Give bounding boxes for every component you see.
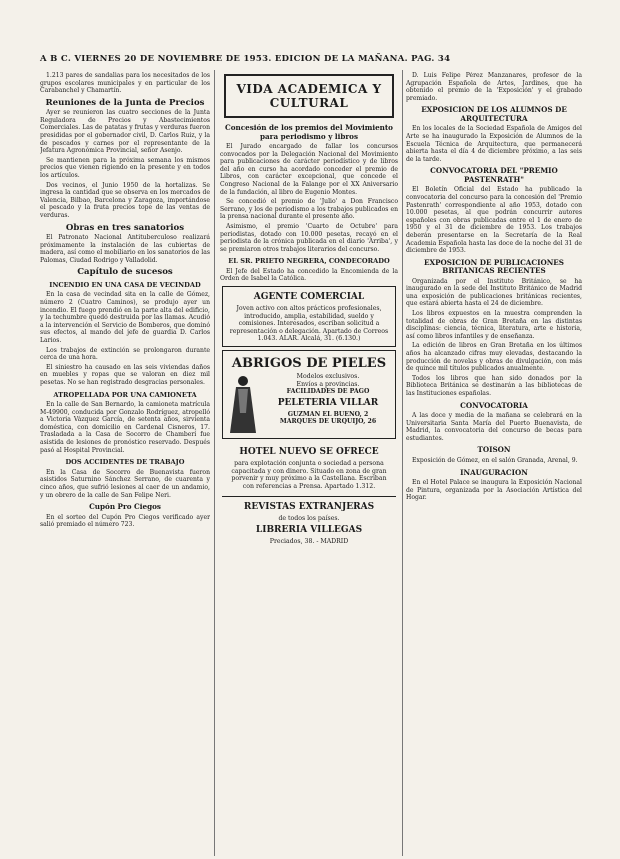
headline-incendio: INCENDIO EN UNA CASA DE VECINDAD [49,280,201,289]
headline-cupon: Cupón Pro Ciegos [89,502,161,512]
ad-title: HOTEL NUEVO SE OFRECE [239,446,379,457]
ad-revistas [222,496,396,548]
article-paragraph: El Patronato Nacional Antituberculoso realizará próximamente la instalación de las cubiertas de madera, así como el mobiliario en los sanatorios de las Palomas, Ciudad Rodrigo y Valladolid. [40,234,210,264]
page-header: A B C. VIERNES 20 DE NOVIEMBRE DE 1953. EDICION DE LA MAÑANA. PAG. 34 [40,54,451,64]
headline-prieto: EL SR. PRIETO NEGRERA, CONDECORADO [228,257,390,266]
ad-agente-comercial [222,286,396,347]
headline-exposicion-arquitectura: EXPOSICION DE LOS ALUMNOS DE ARQUITECTURA [421,105,567,123]
column-divider [402,70,403,856]
article-paragraph: El Jefe del Estado ha concedido la Encomienda de la Orden de Isabel la Católica. [220,267,398,283]
ad-abrigos-pieles [222,350,396,439]
article-paragraph: Dos vecinos, el Junio 1950 de la hortalizas. Se ingresa la cantidad que se observa en los mercados de Valencia, Bilbao, Barcelona y Zaragoza, importándose el pescado y la fruta precios tope de las ventas de verduras. [40,181,210,219]
ad-hotel [222,442,396,493]
headline-inauguracion: INAUGURACION [460,467,528,477]
article-paragraph: Exposición de Gómez, en el salón Granada, Arenal, 9. [412,456,578,464]
column-center [220,72,398,856]
article-paragraph: A las doce y media de la mañana se celebrará en la Universitaria Santa María del Puerto Buenavista, de Madrid, la convocatoria del concurso de becas para estudiantes. [406,412,582,442]
ad-body: para explotación conjunta o sociedad a persona capacitada y con dinero. Situado en zona de gran porvenir y muy próximo a la Castellana. Escriban con referencias a Prensa. Apartado 1.312. [231,459,387,490]
column-right [406,72,582,856]
article-paragraph: En el Hotel Palace se inaugura la Exposición Nacional de Pintura, organizada por la Asociación Artística del Hogar. [406,479,582,502]
headline-publicaciones-britanicas: EXPOSICION DE PUBLICACIONES BRITANICAS RECIENTES [424,257,564,276]
article-paragraph: El Jurado encargado de fallar los concursos convocados por la Delegación Nacional del Movimiento para publicaciones de carácter periodístico y de libros del año en curso ha acordado conceder el premio de Libros, con carácter excepcional, que concede el Congreso Nacional de la Falange por el XX Aniversario de la fundación, al libro de Eugenio Montes. [220,143,398,196]
article-paragraph: El siniestro ha causado en las seis viviendas daños en muebles y ropas que se valoran en diez mil pesetas. No se han registrado desgracias personales. [40,363,210,386]
ad-address: Preciados, 38. - MADRID [269,537,349,545]
headline-premio-pastenrath: CONVOCATORIA DEL "PREMIO PASTENRATH" [430,166,558,184]
headline-accidentes: DOS ACCIDENTES DE TRABAJO [65,458,185,467]
headline-toison: TOISON [477,445,511,455]
article-paragraph: En el sorteo del Cupón Pro Ciegos verificado ayer salió premiado el número 723. [40,513,210,529]
section-banner: VIDA ACADEMICA Y CULTURAL [224,74,394,118]
article-paragraph: Se concedió el premio de 'Julio' a Don Francisco Serrano, y los de periodismo a los trabajos publicados en la prensa nacional durante el presente año. [220,198,398,221]
ad-store-name: LIBRERIA VILLEGAS [255,524,363,535]
ad-subtitle: de todos los países. [278,515,340,523]
article-paragraph: En la casa de vecindad sita en la calle de Gómez, número 2 (Cuatro Caminos), se produjo ayer un incendio. El fuego prendió en la parte alta del edificio, y la techumbre quedó destruida por las llamas. Acudió a la intervención el Servicio de Bomberos, que dominó sus efectos, al mando del jefe de guardia D. Carlos Larios. [40,291,210,345]
article-paragraph: El Boletín Oficial del Estado ha publicado la convocatoria del concurso para la concesión del 'Premio Pastenrath' correspondiente al año 1953, dotado con 10.000 pesetas, al que podrán concurrir autores españoles con obras publicadas entre el 1 de enero de 1950 y el 31 de diciembre de 1953. Los trabajos deberán presentarse en la Secretaría de la Real Academia Española hasta las doce de la noche del 31 de diciembre de 1953. [406,186,582,255]
column-left [40,72,210,856]
article-paragraph: En los locales de la Sociedad Española de Amigos del Arte se ha inaugurado la Exposición de Alumnos de la Escuela Técnica de Arquitectura, que permanecerá abierta hasta el día 4 de diciembre próximo, a las seis de la tarde. [406,125,582,163]
ad-title: ABRIGOS DE PIELES [231,355,387,371]
article-paragraph: Asimismo, el premio 'Cuarto de Octubre' para periodistas, dotado con 10.000 pesetas, recayó en el periodista de la crónica publicada en el diario 'Arriba', y se premiaron otros trabajos literarios del concurso. [220,222,398,253]
article-paragraph: Todos los libros que han sido donados por la Biblioteca Británica se destinarán a las bibliotecas de las Instituciones españolas. [406,374,582,397]
headline-premios: Concesión de los premios del Movimiento para periodismo y libros [225,123,393,141]
ad-title: AGENTE COMERCIAL [253,292,365,302]
article-paragraph: La edición de libros en Gran Bretaña en los últimos años ha alcanzado cifras muy elevadas, destacando la producción de novelas y obras de divulgación, con más de quince mil títulos publicados anualmente. [406,342,582,373]
intro-paragraph: D. Luis Felipe Pérez Manzanares, profesor de la Agrupación Española de Artes, Jardines, que ha obtenido el premio de la 'Exposición' y el grabado premiado. [406,72,582,102]
article-paragraph: Ayer se reunieron las cuatro secciones de la Junta Reguladora de Precios y Abastecimientos Comerciales. Las de patatas y frutas y verduras fueron presididas por el gobernador civil, D. Carlos Ruiz, y la de pescados y carnes por el representante de la Jefatura Agronómica Provincial, señor Asenjo. [40,109,210,155]
column-divider [214,70,215,856]
article-paragraph: Los trabajos de extinción se prolongaron durante cerca de una hora. [40,346,210,362]
ad-address: GUZMAN EL BUENO, 2 [287,410,369,418]
ad-title: REVISTAS EXTRANJERAS [243,502,375,513]
headline-convocatoria: CONVOCATORIA [460,400,528,410]
headline-atropellada: ATROPELLADA POR UNA CAMIONETA [53,390,197,399]
article-paragraph: En la calle de San Bernardo, la camioneta matrícula M-49900, conducida por Gonzalo Rodríguez, atropelló a Victoria Vázquez García, de setenta años, sirvienta doméstica, con domicilio en Cardenal Cisneros, 17. Trasladada a la Casa de Socorro de Chamberí fue asistida de lesiones de pronóstico reservado. Después pasó al Hospital Provincial. [40,401,210,454]
headline-junta-precios: Reuniones de la Junta de Precios [45,97,205,108]
article-paragraph: Se mantienen para la próxima semana los mismos precios que vienen rigiendo en la presente y en todos los artículos. [40,156,210,180]
article-paragraph: Organizada por el Instituto Británico, se ha inaugurado en la sede del Instituto Británico de Madrid una exposición de publicaciones británicas recientes, que estará abierta hasta el 24 de diciembre. [406,277,582,308]
ad-line: FACILIDADES DE PAGO [286,388,370,396]
ad-address: MARQUES DE URQUIJO, 26 [279,418,377,426]
article-paragraph: Los libros expuestos en la muestra comprenden la totalidad de obras de Gran Bretaña en las distintas disciplinas: ciencia, técnica, literatura, arte e historia, así como libros infantiles y de enseñanza. [406,310,582,340]
ad-store-name: PELETERIA VILLAR [277,397,379,408]
ad-body: Joven activo con altos prácticos profesionales, introducido, amplia, estabilidad, sueldo y comisiones. Interesados, escriban solicitud a representación o delegación. Apartado de Correos 1.043. ALAR. Alcalá, 31. (6.130.) [229,305,389,343]
woman-in-fur-coat-illustration [226,373,260,435]
ad-line: Modelos exclusivos. [296,372,360,380]
headline-sucesos: Capítulo de sucesos [77,267,173,278]
ad-line: Envíos a provincias. [296,380,360,388]
intro-paragraph: 1.213 pares de sandalias para los necesitados de los grupos escolares municipales y en particular de los Carabanchel y Chamartín. [40,72,210,95]
article-paragraph: En la Casa de Socorro de Buenavista fueron asistidos Saturnino Sánchez Serrano, de cuarenta y cinco años, que sufrió lesiones al caer de un andamio, y un obrero de la calle de San Felipe Neri. [40,468,210,499]
headline-obras-sanatorios: Obras en tres sanatorios [65,222,185,233]
